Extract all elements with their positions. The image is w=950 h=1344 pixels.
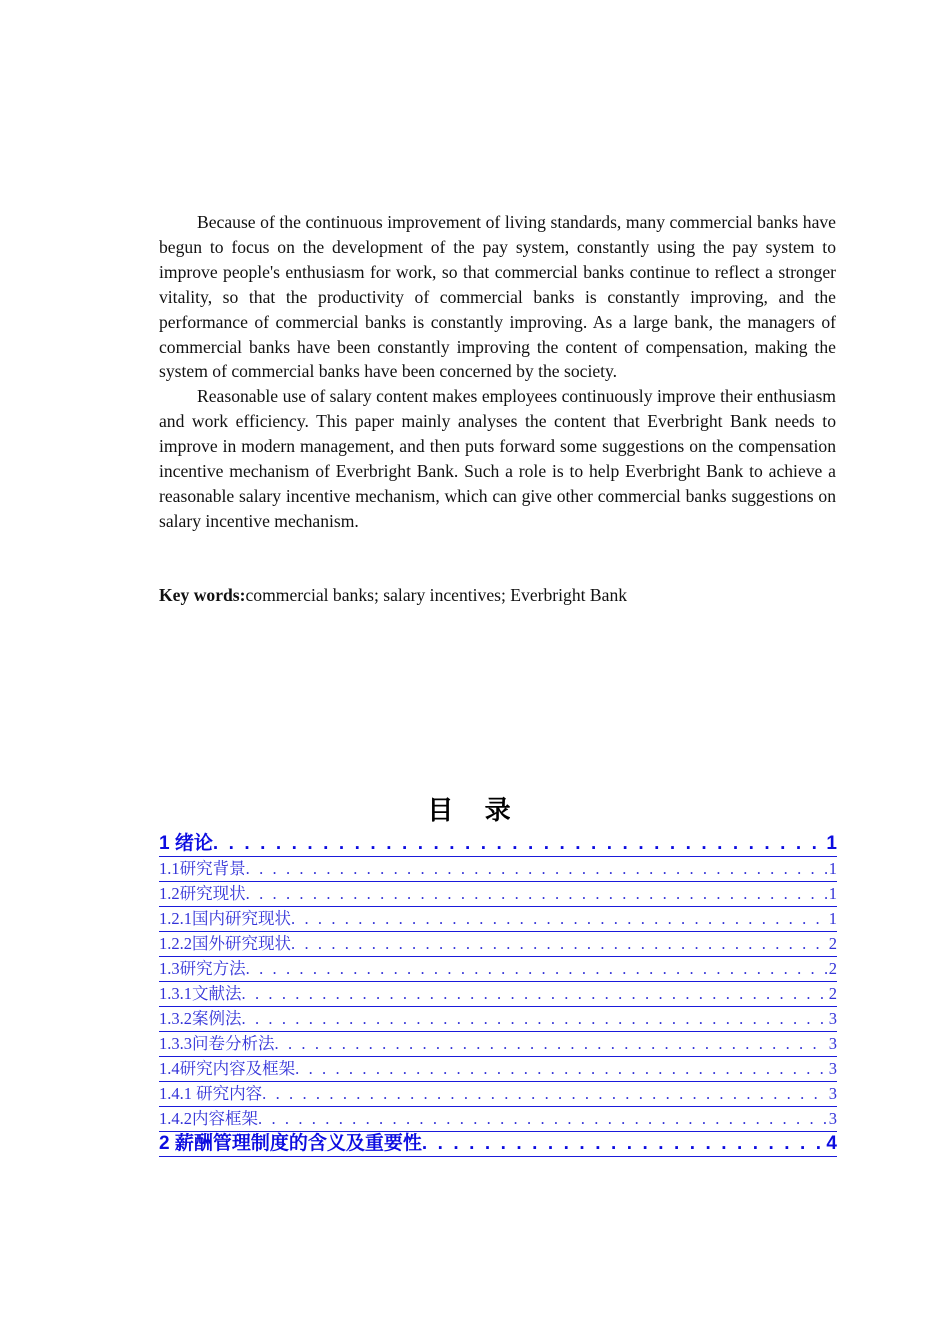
toc-entry-label: 1.3.1文献法: [159, 984, 242, 1003]
toc-entry-label: 1.2.1国内研究现状: [159, 909, 291, 928]
toc-leader-dots: [291, 932, 827, 956]
toc-entry-1[interactable]: [159, 832, 837, 857]
toc-entry-page: 1: [826, 833, 837, 854]
toc-entry-page: 2: [828, 934, 837, 953]
keywords-line: [159, 583, 836, 608]
toc-entry-1-4[interactable]: [159, 1057, 837, 1082]
toc-entry-label: 1.3.2案例法: [159, 1009, 242, 1028]
toc-entry-page: 2: [828, 959, 837, 978]
toc-leader-dots: [246, 957, 827, 981]
toc-entry-page: 2: [828, 984, 837, 1003]
toc-entry-label: 1.3.3问卷分析法: [159, 1034, 275, 1053]
toc-leader-dots: [246, 857, 827, 881]
toc-entry-label: 1.4.1 研究内容: [159, 1084, 263, 1103]
toc-leader-dots: [242, 982, 827, 1006]
toc-entry-page: 3: [828, 1084, 837, 1103]
toc-entry-1-2-1[interactable]: [159, 907, 837, 932]
toc-entry-page: 3: [828, 1009, 837, 1028]
toc-entry-label: 1 绪论: [159, 833, 213, 854]
toc-leader-dots: [258, 1107, 827, 1131]
toc-entry-1-2[interactable]: [159, 882, 837, 907]
toc-leader-dots: [291, 907, 827, 931]
toc-title: 目 录: [427, 795, 523, 825]
toc-entry-page: 3: [828, 1034, 837, 1053]
toc-entry-label: 1.4.2内容框架: [159, 1109, 258, 1128]
abstract-body: [159, 210, 836, 534]
table-of-contents: [159, 832, 837, 1157]
toc-entry-page: 4: [826, 1133, 837, 1154]
keywords-label: Key words:: [159, 585, 246, 605]
toc-leader-dots: [246, 882, 827, 906]
abstract-paragraph-1: Because of the continuous improvement of living standards, many commercial banks have begun to focus on the development of the pay system, constantly using the pay system to improve people's enthusiasm for work, so that commercial banks continue to reflect a stronger vitality, so that the productivity of commercial banks is constantly improving, and the performance of commercial banks is constantly improving. As a large bank, the managers of commercial banks have been constantly improving the content of compensation, making the system of commercial banks have been concerned by the society.: [159, 212, 836, 382]
abstract-paragraph-2: Reasonable use of salary content makes employees continuously improve their enthusiasm and work efficiency. This paper mainly analyses the content that Everbright Bank needs to improve in modern management, and then puts forward some suggestions on the compensation incentive mechanism of Everbright Bank. Such a role is to help Everbright Bank to achieve a reasonable salary incentive mechanism, which can give other commercial banks suggestions on salary incentive mechanism.: [159, 386, 836, 531]
toc-entry-label: 2 薪酬管理制度的含义及重要性: [159, 1133, 422, 1154]
toc-entry-1-1[interactable]: [159, 857, 837, 882]
toc-entry-label: 1.4研究内容及框架: [159, 1059, 296, 1078]
keywords-value: commercial banks; salary incentives; Everbright Bank: [245, 585, 628, 605]
toc-entry-page: 3: [828, 1059, 837, 1078]
toc-entry-2[interactable]: [159, 1132, 837, 1157]
toc-leader-dots: [275, 1032, 827, 1056]
toc-entry-label: 1.3研究方法: [159, 959, 246, 978]
toc-leader-dots: [295, 1057, 827, 1081]
toc-entry-label: 1.2研究现状: [159, 884, 246, 903]
toc-entry-1-4-2[interactable]: [159, 1107, 837, 1132]
toc-entry-1-3[interactable]: [159, 957, 837, 982]
toc-leader-dots: [213, 832, 825, 856]
toc-leader-dots: [262, 1082, 827, 1106]
toc-entry-label: 1.2.2国外研究现状: [159, 934, 291, 953]
toc-leader-dots: [422, 1132, 825, 1156]
toc-entry-1-3-1[interactable]: [159, 982, 837, 1007]
toc-entry-page: 1: [828, 859, 837, 878]
toc-entry-1-3-3[interactable]: [159, 1032, 837, 1057]
toc-entry-page: 1: [828, 909, 837, 928]
toc-entry-1-3-2[interactable]: [159, 1007, 837, 1032]
toc-entry-1-2-2[interactable]: [159, 932, 837, 957]
toc-entry-1-4-1[interactable]: [159, 1082, 837, 1107]
toc-entry-page: 1: [828, 884, 837, 903]
toc-entry-label: 1.1研究背景: [159, 859, 246, 878]
toc-leader-dots: [242, 1007, 827, 1031]
toc-entry-page: 3: [828, 1109, 837, 1128]
